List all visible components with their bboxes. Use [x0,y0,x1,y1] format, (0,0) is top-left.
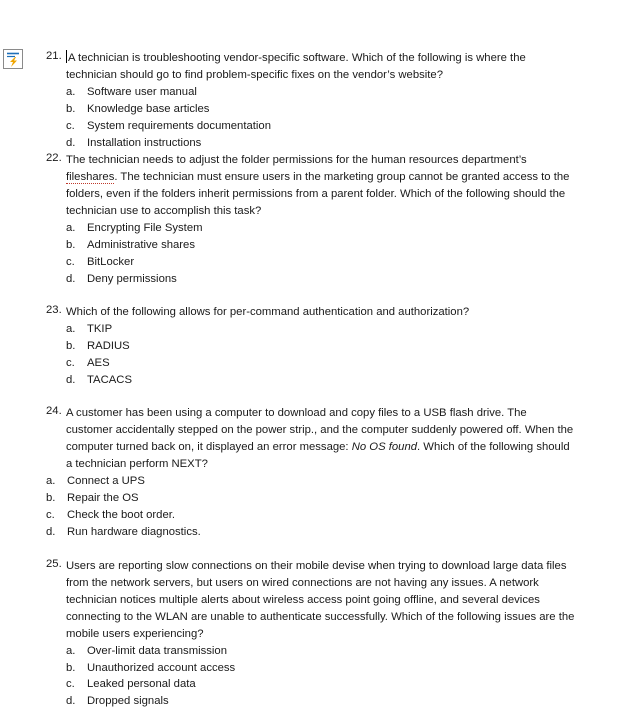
option-25b: b. Unauthorized account access [66,662,236,674]
question-text: A technician is troubleshooting vendor-specific software. Which of the following is where the technician should go to find problem-specific fixes on the vendor’s website? [66,52,526,81]
option-24c: c. Check the boot order. [46,509,176,521]
option-23c: c. AES [66,357,110,369]
option-23d: d. TACACS [66,374,132,386]
text-cursor [66,50,67,63]
option-22a: a. Encrypting File System [66,222,203,234]
question-text: The technician needs to adjust the folder permissions for the human resources department’s fileshares. The technician must ensure users in the marketing group cannot be granted access to the folders, even if the folders inherit permissions from a parent folder. Which of the following should the technician use to accomplish this task? [66,154,570,217]
option-25d: d. Dropped signals [66,695,169,707]
question-number: 22. [46,152,62,164]
option-24b: b. Repair the OS [46,492,139,504]
option-22b: b. Administrative shares [66,239,195,251]
option-25a: a. Over-limit data transmission [66,645,227,657]
option-25c: c. Leaked personal data [66,678,196,690]
option-22d: d. Deny permissions [66,273,177,285]
question-text: A customer has been using a computer to download and copy files to a USB flash drive. The customer accidentally stepped on the power strip., and the computer suddenly powered off. When the computer turned back on, it displayed an error message: No OS found. Which of the following should a technician perform NEXT? [66,407,574,470]
option-21b: b. Knowledge base articles [66,103,210,115]
option-23a: a. TKIP [66,323,113,335]
spelling-flag[interactable]: fileshares [66,171,115,183]
option-22c: c. BitLocker [66,256,135,268]
question-number: 23. [46,304,62,316]
quick-edit-icon[interactable] [3,49,23,69]
question-number: 24. [46,405,62,417]
option-24d: d. Run hardware diagnostics. [46,526,201,538]
question-number: 21. [46,50,62,62]
option-24a: a. Connect a UPS [46,475,145,487]
option-21a: a. Software user manual [66,86,197,98]
option-21d: d. Installation instructions [66,137,202,149]
option-21c: c. System requirements documentation [66,120,271,132]
question-number: 25. [46,558,62,570]
error-message-text: No OS found [351,441,418,453]
option-23b: b. RADIUS [66,340,130,352]
question-text: Which of the following allows for per-command authentication and authorization? [66,306,470,318]
question-text: Users are reporting slow connections on their mobile devise when trying to download large data files from the network servers, but users on wired connections are not having any issues. A network technician notices multiple alerts about wireless access point going offline, and several devices connecting to the WLAN are unable to authenticate successfully. Which of the following issues are the mobile users experiencing? [66,560,575,640]
